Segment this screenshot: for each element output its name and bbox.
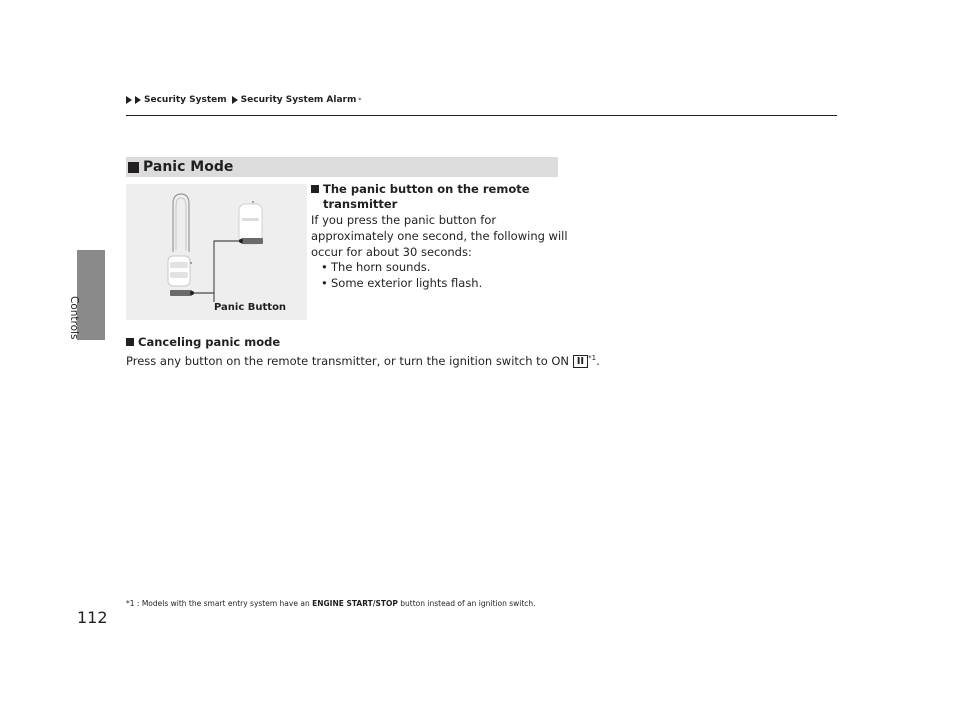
panic-intro-line: approximately one second, the following will	[311, 229, 568, 243]
panic-effects-list	[321, 259, 482, 291]
panic-intro-line: occur for about 30 seconds:	[311, 245, 472, 259]
canceling-text: Press any button on the remote transmitter, or turn the ignition switch to ON II $^{*1}$.	[126, 353, 600, 368]
list-item: • Some exterior lights flash.	[321, 275, 482, 291]
breadcrumb-arrow-icon	[135, 96, 141, 104]
panic-button-heading-line2: transmitter	[323, 197, 398, 211]
heading-square-icon	[311, 185, 319, 193]
footnote-ref: *1	[588, 354, 597, 362]
section-header	[126, 157, 558, 177]
breadcrumb	[126, 95, 361, 105]
figure-caption: Panic Button	[214, 302, 287, 313]
ignition-on-symbol: II	[573, 355, 588, 368]
section-title: Panic Mode	[143, 159, 234, 175]
breadcrumb-arrow-icon	[232, 96, 238, 104]
canceling-heading: Canceling panic mode	[126, 335, 280, 350]
chapter-tab	[77, 250, 105, 340]
list-item: • The horn sounds.	[321, 259, 482, 275]
panic-intro-line: If you press the panic button for	[311, 213, 497, 227]
breadcrumb-arrow-icon	[126, 96, 132, 104]
remote-transmitter-illustration	[126, 184, 307, 320]
footnote: *1 : Models with the smart entry system have an ENGINE START/STOP button instead of an ignition switch.	[126, 599, 536, 608]
breadcrumb-asterisk: *	[358, 96, 362, 104]
section-square-icon	[128, 162, 139, 173]
page-number: 112	[77, 608, 108, 627]
remote-transmitter-figure	[126, 184, 307, 320]
heading-square-icon	[126, 338, 134, 346]
panic-button-heading: The panic button on the remote	[311, 182, 530, 197]
breadcrumb-item[interactable]: Security System	[144, 95, 227, 105]
header-rule	[126, 115, 837, 116]
chapter-label: Controls	[68, 296, 80, 340]
breadcrumb-item[interactable]: Security System Alarm	[240, 95, 357, 105]
